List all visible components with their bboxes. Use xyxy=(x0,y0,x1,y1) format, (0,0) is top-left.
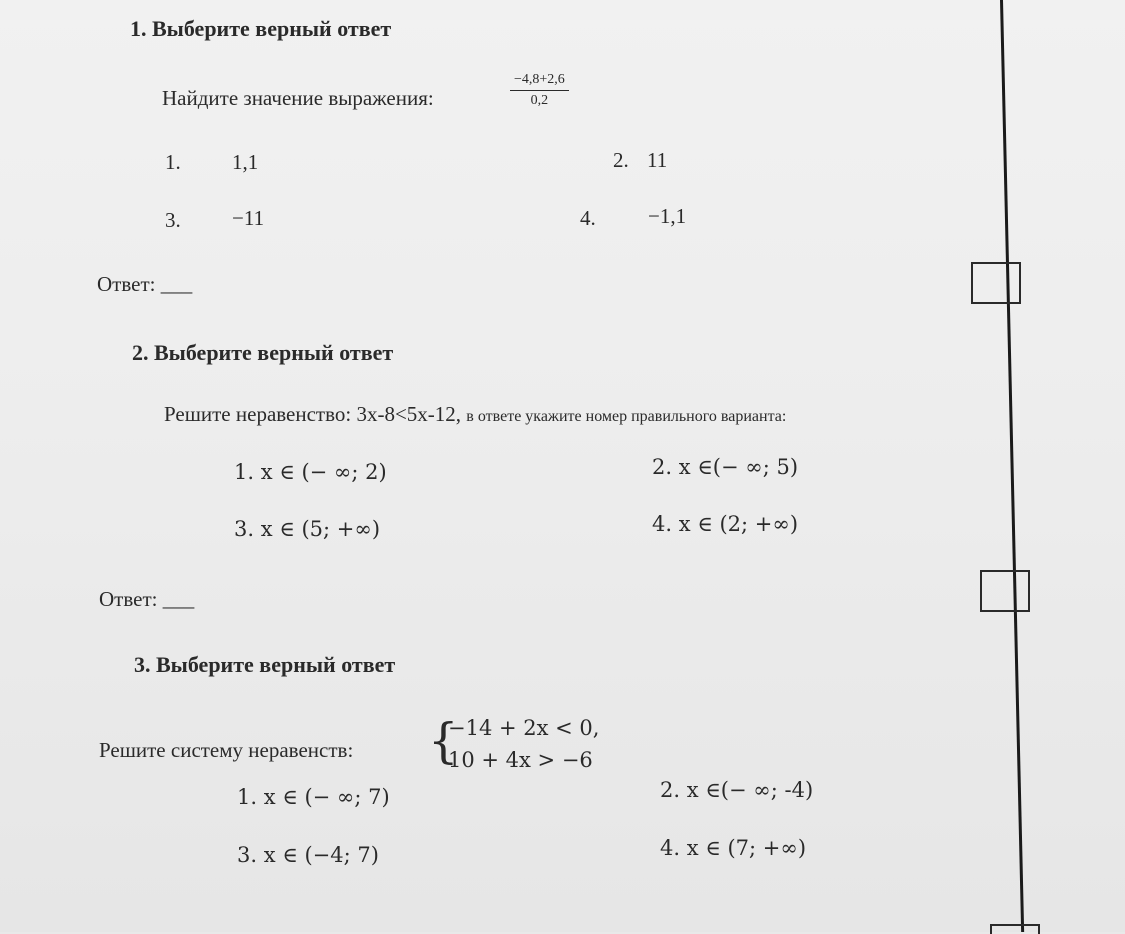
q1-prompt: Найдите значение выражения: xyxy=(162,86,434,110)
q3-option-3 xyxy=(237,843,379,867)
q3-option-1-text: x ∈ (− ∞; 7) xyxy=(263,785,390,809)
q2-option-4-text: x ∈ (2; +∞) xyxy=(678,512,799,536)
q2-option-3-text: x ∈ (5; +∞) xyxy=(260,517,381,541)
q1-option-1: 1,1 xyxy=(232,150,259,174)
q2-option-3-number: 3. xyxy=(234,517,255,541)
q3-option-4 xyxy=(660,836,806,860)
q2-prompt-tail: в ответе укажите номер правильного варианта: xyxy=(466,408,787,425)
q2-option-2-text: x ∈(− ∞; 5) xyxy=(678,455,799,479)
q1-number: 1. xyxy=(130,16,147,41)
q1-answer-label: Ответ: ___ xyxy=(97,272,193,296)
q1-title xyxy=(130,16,391,42)
q2-option-2-number: 2. xyxy=(652,455,673,479)
q3-option-2-text: x ∈(− ∞; -4) xyxy=(686,778,814,802)
q3-system-line-1: −14 + 2x < 0, xyxy=(448,716,600,740)
q3-prompt: Решите систему неравенств: xyxy=(99,738,354,762)
q2-answer-label: Ответ: ___ xyxy=(99,587,195,611)
q1-answer-box[interactable] xyxy=(971,262,1021,304)
q1-option-2: 11 xyxy=(647,148,668,172)
q2-option-2 xyxy=(652,455,798,479)
q3-option-4-number: 4. xyxy=(660,836,681,860)
q2-prompt xyxy=(164,402,786,427)
q3-option-2-number: 2. xyxy=(660,778,681,802)
q3-number: 3. xyxy=(134,652,151,677)
q3-option-1 xyxy=(237,785,390,809)
q2-title-text: Выберите верный ответ xyxy=(154,340,394,365)
system-brace: { xyxy=(428,713,459,769)
q3-answer-box[interactable] xyxy=(990,924,1040,934)
q2-option-1 xyxy=(234,460,387,484)
q1-option-2-number: 2. xyxy=(613,148,629,172)
q2-option-4 xyxy=(652,512,798,536)
q3-option-3-number: 3. xyxy=(237,843,258,867)
q1-option-4-number: 4. xyxy=(580,206,596,230)
q3-title xyxy=(134,652,395,678)
q2-option-4-number: 4. xyxy=(652,512,673,536)
q2-option-3 xyxy=(234,517,380,541)
q1-option-3-number: 3. xyxy=(165,208,181,232)
q2-option-1-text: x ∈ (− ∞; 2) xyxy=(260,460,387,484)
q1-fraction-denominator: 0,2 xyxy=(530,93,549,108)
q1-option-3: −11 xyxy=(232,206,265,230)
q1-option-4: −1,1 xyxy=(648,204,687,228)
q2-title xyxy=(132,340,393,366)
margin-line xyxy=(1000,0,1024,932)
q1-fraction xyxy=(510,72,569,109)
q3-option-4-text: x ∈ (7; +∞) xyxy=(686,836,807,860)
q3-title-text: Выберите верный ответ xyxy=(156,652,396,677)
q3-option-1-number: 1. xyxy=(237,785,258,809)
q2-answer-box[interactable] xyxy=(980,570,1030,612)
q3-option-2 xyxy=(660,778,813,802)
q2-number: 2. xyxy=(132,340,149,365)
q1-fraction-numerator: −4,8+2,6 xyxy=(510,72,569,91)
q2-prompt-main: Решите неравенство: 3x-8<5x-12, xyxy=(164,402,462,426)
q1-title-text: Выберите верный ответ xyxy=(152,16,392,41)
q3-system-line-2: 10 + 4x > −6 xyxy=(448,748,593,772)
q3-option-3-text: x ∈ (−4; 7) xyxy=(263,843,379,867)
q2-option-1-number: 1. xyxy=(234,460,255,484)
q1-option-1-number: 1. xyxy=(165,150,181,174)
